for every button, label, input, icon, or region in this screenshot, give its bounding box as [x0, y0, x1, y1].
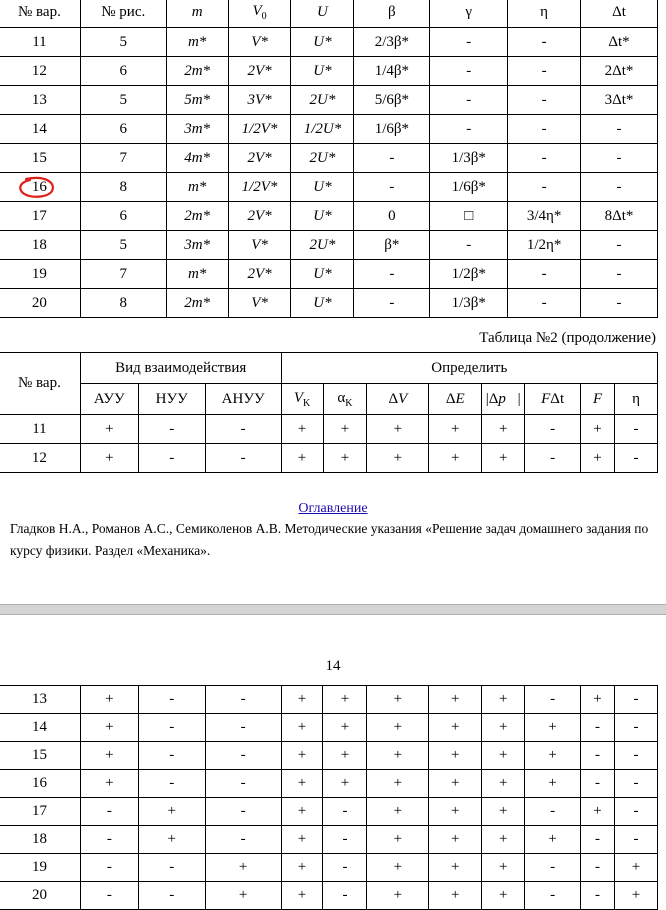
table-cell: + — [281, 742, 323, 770]
table-cell: 5 — [80, 86, 166, 115]
subheader-cell: $\alpha_K$ — [323, 384, 367, 415]
table-cell: 6 — [80, 57, 166, 86]
subheader-cell: $V_K$ — [281, 384, 323, 415]
table-cell: - — [615, 415, 658, 444]
table-cell: - — [430, 231, 508, 260]
table-cell: + — [429, 415, 482, 444]
table-cell: + — [80, 415, 138, 444]
table-cell: + — [281, 444, 323, 473]
table-cell: - — [508, 173, 581, 202]
table-cell: + — [281, 882, 323, 910]
table-cell: 8Δt* — [581, 202, 658, 231]
variant-number-cell: 12 — [0, 57, 80, 86]
table-cell: U* — [291, 202, 354, 231]
table-cell: - — [205, 826, 281, 854]
header-cell: γ — [430, 0, 508, 28]
table-cell: + — [429, 686, 482, 714]
table-cell: - — [80, 854, 138, 882]
table-cell: 6 — [80, 115, 166, 144]
table-cell: 2m* — [166, 57, 228, 86]
table-cell: + — [482, 415, 525, 444]
table-cell: 1/6β* — [354, 115, 430, 144]
header-cell: № рис. — [80, 0, 166, 28]
table-cell: - — [615, 826, 658, 854]
table-cell: - — [80, 882, 138, 910]
table-cell: + — [80, 742, 138, 770]
variant-number-cell: 18 — [0, 826, 80, 854]
table-cell: + — [615, 854, 658, 882]
table-cell: - — [525, 444, 581, 473]
table-subheader-row — [0, 384, 658, 415]
table-cell: V* — [228, 231, 291, 260]
table-cell: - — [508, 289, 581, 318]
table-cell: - — [581, 826, 615, 854]
table-cell: + — [482, 770, 525, 798]
table-cell: + — [323, 444, 367, 473]
table-cell: 2Δt* — [581, 57, 658, 86]
table-cell: 1/6β* — [430, 173, 508, 202]
table-cell: - — [430, 86, 508, 115]
group-header-interaction: Вид взаимодействия — [80, 353, 281, 384]
table-row — [0, 260, 658, 289]
table-cell: + — [323, 770, 367, 798]
table-cell: + — [205, 882, 281, 910]
table-cell: 1/2η* — [508, 231, 581, 260]
variant-number-cell: 17 — [0, 202, 80, 231]
table-cell: - — [354, 289, 430, 318]
variant-number-cell: 13 — [0, 86, 80, 115]
table-cell: 3V* — [228, 86, 291, 115]
table-cell: + — [581, 686, 615, 714]
table-cell: - — [430, 57, 508, 86]
table-cell: - — [138, 770, 205, 798]
table-cell: - — [581, 115, 658, 144]
table-cell: + — [281, 770, 323, 798]
table-cell: + — [138, 798, 205, 826]
table-cell: + — [205, 854, 281, 882]
table-cell: + — [429, 770, 482, 798]
table-cell: 2U* — [291, 144, 354, 173]
variant-number-cell: 13 — [0, 686, 80, 714]
table-cell: + — [323, 714, 367, 742]
table-cell: + — [429, 798, 482, 826]
table-cell: - — [323, 882, 367, 910]
subheader-cell: АНУУ — [205, 384, 281, 415]
table-cell: - — [615, 444, 658, 473]
table-cell: 2V* — [228, 57, 291, 86]
table-cell: + — [482, 686, 525, 714]
variant-number-cell: 15 — [0, 742, 80, 770]
table-cell: + — [367, 826, 429, 854]
table-cell: U* — [291, 260, 354, 289]
table-cell: + — [525, 826, 581, 854]
table-cell: 2m* — [166, 289, 228, 318]
variant-header: № вар. — [0, 353, 80, 415]
header-cell: β — [354, 0, 430, 28]
parameters-table — [0, 0, 658, 318]
table-cell: - — [581, 289, 658, 318]
table-row — [0, 882, 658, 910]
variant-number-cell: 11 — [0, 415, 80, 444]
table-cell: 8 — [80, 173, 166, 202]
page-number: 14 — [325, 658, 341, 674]
table-cell: 4m* — [166, 144, 228, 173]
table-cell: - — [581, 770, 615, 798]
table-cell: + — [482, 742, 525, 770]
table-cell: + — [429, 882, 482, 910]
table-cell: + — [323, 415, 367, 444]
bibliographic-reference: Гладков Н.А., Романов А.С., Семиколенов А.В. Методические указания «Решение задач домашнего задания по курсу физики. Раздел «Механика». — [10, 521, 649, 558]
table-row — [0, 115, 658, 144]
table-cell: 7 — [80, 144, 166, 173]
table-cell: 2U* — [291, 86, 354, 115]
table-cell: V* — [228, 289, 291, 318]
table-cell: + — [80, 444, 138, 473]
table-cell: 3m* — [166, 231, 228, 260]
table-cell: U* — [291, 28, 354, 57]
table-cell: 1/3β* — [430, 289, 508, 318]
table-cell: + — [80, 714, 138, 742]
table-cell: 1/2V* — [228, 115, 291, 144]
table-cell: 2V* — [228, 144, 291, 173]
table-cell: 1/2β* — [430, 260, 508, 289]
table-cell: + — [367, 854, 429, 882]
table-cell: m* — [166, 260, 228, 289]
table-row — [0, 57, 658, 86]
table-cell: - — [508, 86, 581, 115]
table-cell: + — [525, 770, 581, 798]
table-cell: 7 — [80, 260, 166, 289]
table-cell: - — [525, 415, 581, 444]
table-row — [0, 686, 658, 714]
table-cell: + — [367, 798, 429, 826]
table-cell: - — [205, 742, 281, 770]
table-row — [0, 173, 658, 202]
table-cell: - — [508, 28, 581, 57]
table-cell: - — [615, 742, 658, 770]
table-cell: - — [581, 144, 658, 173]
table-cell: + — [482, 444, 525, 473]
table-cell: - — [138, 854, 205, 882]
variant-number-cell: 20 — [0, 289, 80, 318]
table-row — [0, 28, 658, 57]
table-cell: + — [482, 854, 525, 882]
table-cell: 5m* — [166, 86, 228, 115]
table-cell: + — [367, 444, 429, 473]
interaction-table — [0, 352, 658, 473]
variant-number-cell: 18 — [0, 231, 80, 260]
table-cell: - — [615, 770, 658, 798]
subheader-cell: η — [615, 384, 658, 415]
table-cell: + — [615, 882, 658, 910]
table-cell: + — [138, 826, 205, 854]
header-cell: U — [291, 0, 354, 28]
table-cell: - — [525, 854, 581, 882]
table-cell: 5 — [80, 231, 166, 260]
table-cell: - — [615, 686, 658, 714]
table-cell: + — [482, 882, 525, 910]
table-cell: 1/2U* — [291, 115, 354, 144]
table-cell: - — [354, 260, 430, 289]
table-cell: 2V* — [228, 202, 291, 231]
table-cell: + — [482, 826, 525, 854]
table-cell: - — [80, 798, 138, 826]
table-row — [0, 770, 658, 798]
table-cell: 5 — [80, 28, 166, 57]
table-cell: - — [615, 798, 658, 826]
variant-number-cell: 14 — [0, 115, 80, 144]
table-cell: - — [525, 686, 581, 714]
table-cell: - — [508, 57, 581, 86]
table-cell: 2U* — [291, 231, 354, 260]
table-cell: - — [323, 854, 367, 882]
table-cell: m* — [166, 173, 228, 202]
table-cell: - — [354, 144, 430, 173]
table-cell: 3Δt* — [581, 86, 658, 115]
table-cell: - — [525, 798, 581, 826]
table-cell: U* — [291, 173, 354, 202]
subheader-cell: НУУ — [138, 384, 205, 415]
table-cell: β* — [354, 231, 430, 260]
table-caption: Таблица №2 (продолжение) — [479, 330, 656, 346]
header-cell: m — [166, 0, 228, 28]
table-cell: 2m* — [166, 202, 228, 231]
subheader-cell: ΔV — [367, 384, 429, 415]
table-cell: - — [138, 882, 205, 910]
table-cell: - — [323, 826, 367, 854]
subheader-cell: ΔE — [429, 384, 482, 415]
table-cell: - — [205, 798, 281, 826]
header-cell: № вар. — [0, 0, 80, 28]
table-cell: - — [138, 444, 205, 473]
table-cell: + — [281, 798, 323, 826]
table-cell: + — [367, 742, 429, 770]
table-cell: - — [205, 415, 281, 444]
table-cell: + — [80, 770, 138, 798]
subheader-cell: FΔt — [525, 384, 581, 415]
table-cell: U* — [291, 289, 354, 318]
table-cell: - — [581, 260, 658, 289]
table-row — [0, 231, 658, 260]
table-cell: m* — [166, 28, 228, 57]
header-cell: Δt — [581, 0, 658, 28]
table-cell: 1/3β* — [430, 144, 508, 173]
variant-number-cell: 16 — [0, 173, 80, 202]
table-cell: - — [581, 742, 615, 770]
table-cell: U* — [291, 57, 354, 86]
table-row — [0, 202, 658, 231]
table-cell: + — [429, 742, 482, 770]
table-cell: 1/4β* — [354, 57, 430, 86]
table-cell: + — [367, 770, 429, 798]
table-cell: + — [367, 714, 429, 742]
table-cell: - — [508, 115, 581, 144]
table-row — [0, 826, 658, 854]
variant-number-cell: 15 — [0, 144, 80, 173]
table-cell: 3/4η* — [508, 202, 581, 231]
table-cell: + — [281, 826, 323, 854]
subheader-cell: |Δp⃗| — [482, 384, 525, 415]
table-cell: - — [508, 144, 581, 173]
variant-number-cell: 14 — [0, 714, 80, 742]
table-cell: 8 — [80, 289, 166, 318]
table-cell: - — [80, 826, 138, 854]
table-cell: - — [508, 260, 581, 289]
table-cell: + — [80, 686, 138, 714]
table-cell: + — [429, 826, 482, 854]
table-cell: + — [367, 415, 429, 444]
variant-number-cell: 17 — [0, 798, 80, 826]
table-cell: - — [323, 798, 367, 826]
table-cell: 3m* — [166, 115, 228, 144]
table-cell: - — [581, 882, 615, 910]
table-row — [0, 798, 658, 826]
subheader-cell: F — [581, 384, 615, 415]
table-group-header-row — [0, 353, 658, 384]
table-cell: - — [615, 714, 658, 742]
table-cell: - — [205, 686, 281, 714]
table-cell: - — [525, 882, 581, 910]
table-cell: + — [323, 742, 367, 770]
table-cell: 2V* — [228, 260, 291, 289]
variant-number-cell: 11 — [0, 28, 80, 57]
table-cell: □ — [430, 202, 508, 231]
variant-number-cell: 19 — [0, 260, 80, 289]
header-cell: $V_0$ — [228, 0, 291, 28]
table-row — [0, 714, 658, 742]
table-cell: - — [354, 173, 430, 202]
table-cell: 6 — [80, 202, 166, 231]
table-cell: + — [482, 798, 525, 826]
table-row — [0, 86, 658, 115]
table-header-row — [0, 0, 658, 28]
variant-number-cell: 12 — [0, 444, 80, 473]
table-cell: + — [482, 714, 525, 742]
table-row — [0, 415, 658, 444]
table-cell: - — [581, 714, 615, 742]
table-cell: 5/6β* — [354, 86, 430, 115]
table-cell: V* — [228, 28, 291, 57]
table-cell: 1/2V* — [228, 173, 291, 202]
table-cell: - — [581, 231, 658, 260]
header-cell: η — [508, 0, 581, 28]
variant-number-cell: 19 — [0, 854, 80, 882]
table-cell: + — [429, 714, 482, 742]
table-cell: + — [581, 444, 615, 473]
table-cell: - — [205, 714, 281, 742]
interaction-table-continued — [0, 685, 658, 910]
table-row — [0, 144, 658, 173]
table-cell: + — [429, 444, 482, 473]
table-cell: + — [281, 854, 323, 882]
table-cell: - — [138, 686, 205, 714]
subheader-cell: АУУ — [80, 384, 138, 415]
table-cell: - — [581, 854, 615, 882]
table-cell: - — [138, 742, 205, 770]
table-cell: Δt* — [581, 28, 658, 57]
table-cell: - — [138, 415, 205, 444]
page-separator — [0, 604, 666, 615]
table-cell: + — [281, 714, 323, 742]
table-of-contents-link[interactable]: Оглавление — [298, 501, 368, 516]
table-cell: - — [581, 173, 658, 202]
table-row — [0, 444, 658, 473]
table-cell: 0 — [354, 202, 430, 231]
table-cell: + — [323, 686, 367, 714]
table-cell: + — [429, 854, 482, 882]
table-row — [0, 742, 658, 770]
table-cell: - — [138, 714, 205, 742]
table-cell: + — [367, 686, 429, 714]
table-cell: - — [430, 115, 508, 144]
table-cell: - — [430, 28, 508, 57]
table-cell: + — [581, 798, 615, 826]
table-cell: + — [581, 415, 615, 444]
table-row — [0, 854, 658, 882]
table-cell: + — [367, 882, 429, 910]
table-cell: - — [205, 770, 281, 798]
table-cell: + — [525, 714, 581, 742]
table-cell: + — [281, 415, 323, 444]
group-header-determine: Определить — [281, 353, 657, 384]
table-row — [0, 289, 658, 318]
table-cell: + — [525, 742, 581, 770]
table-cell: - — [205, 444, 281, 473]
variant-number-cell: 16 — [0, 770, 80, 798]
table-cell: + — [281, 686, 323, 714]
variant-number-cell: 20 — [0, 882, 80, 910]
table-cell: 2/3β* — [354, 28, 430, 57]
